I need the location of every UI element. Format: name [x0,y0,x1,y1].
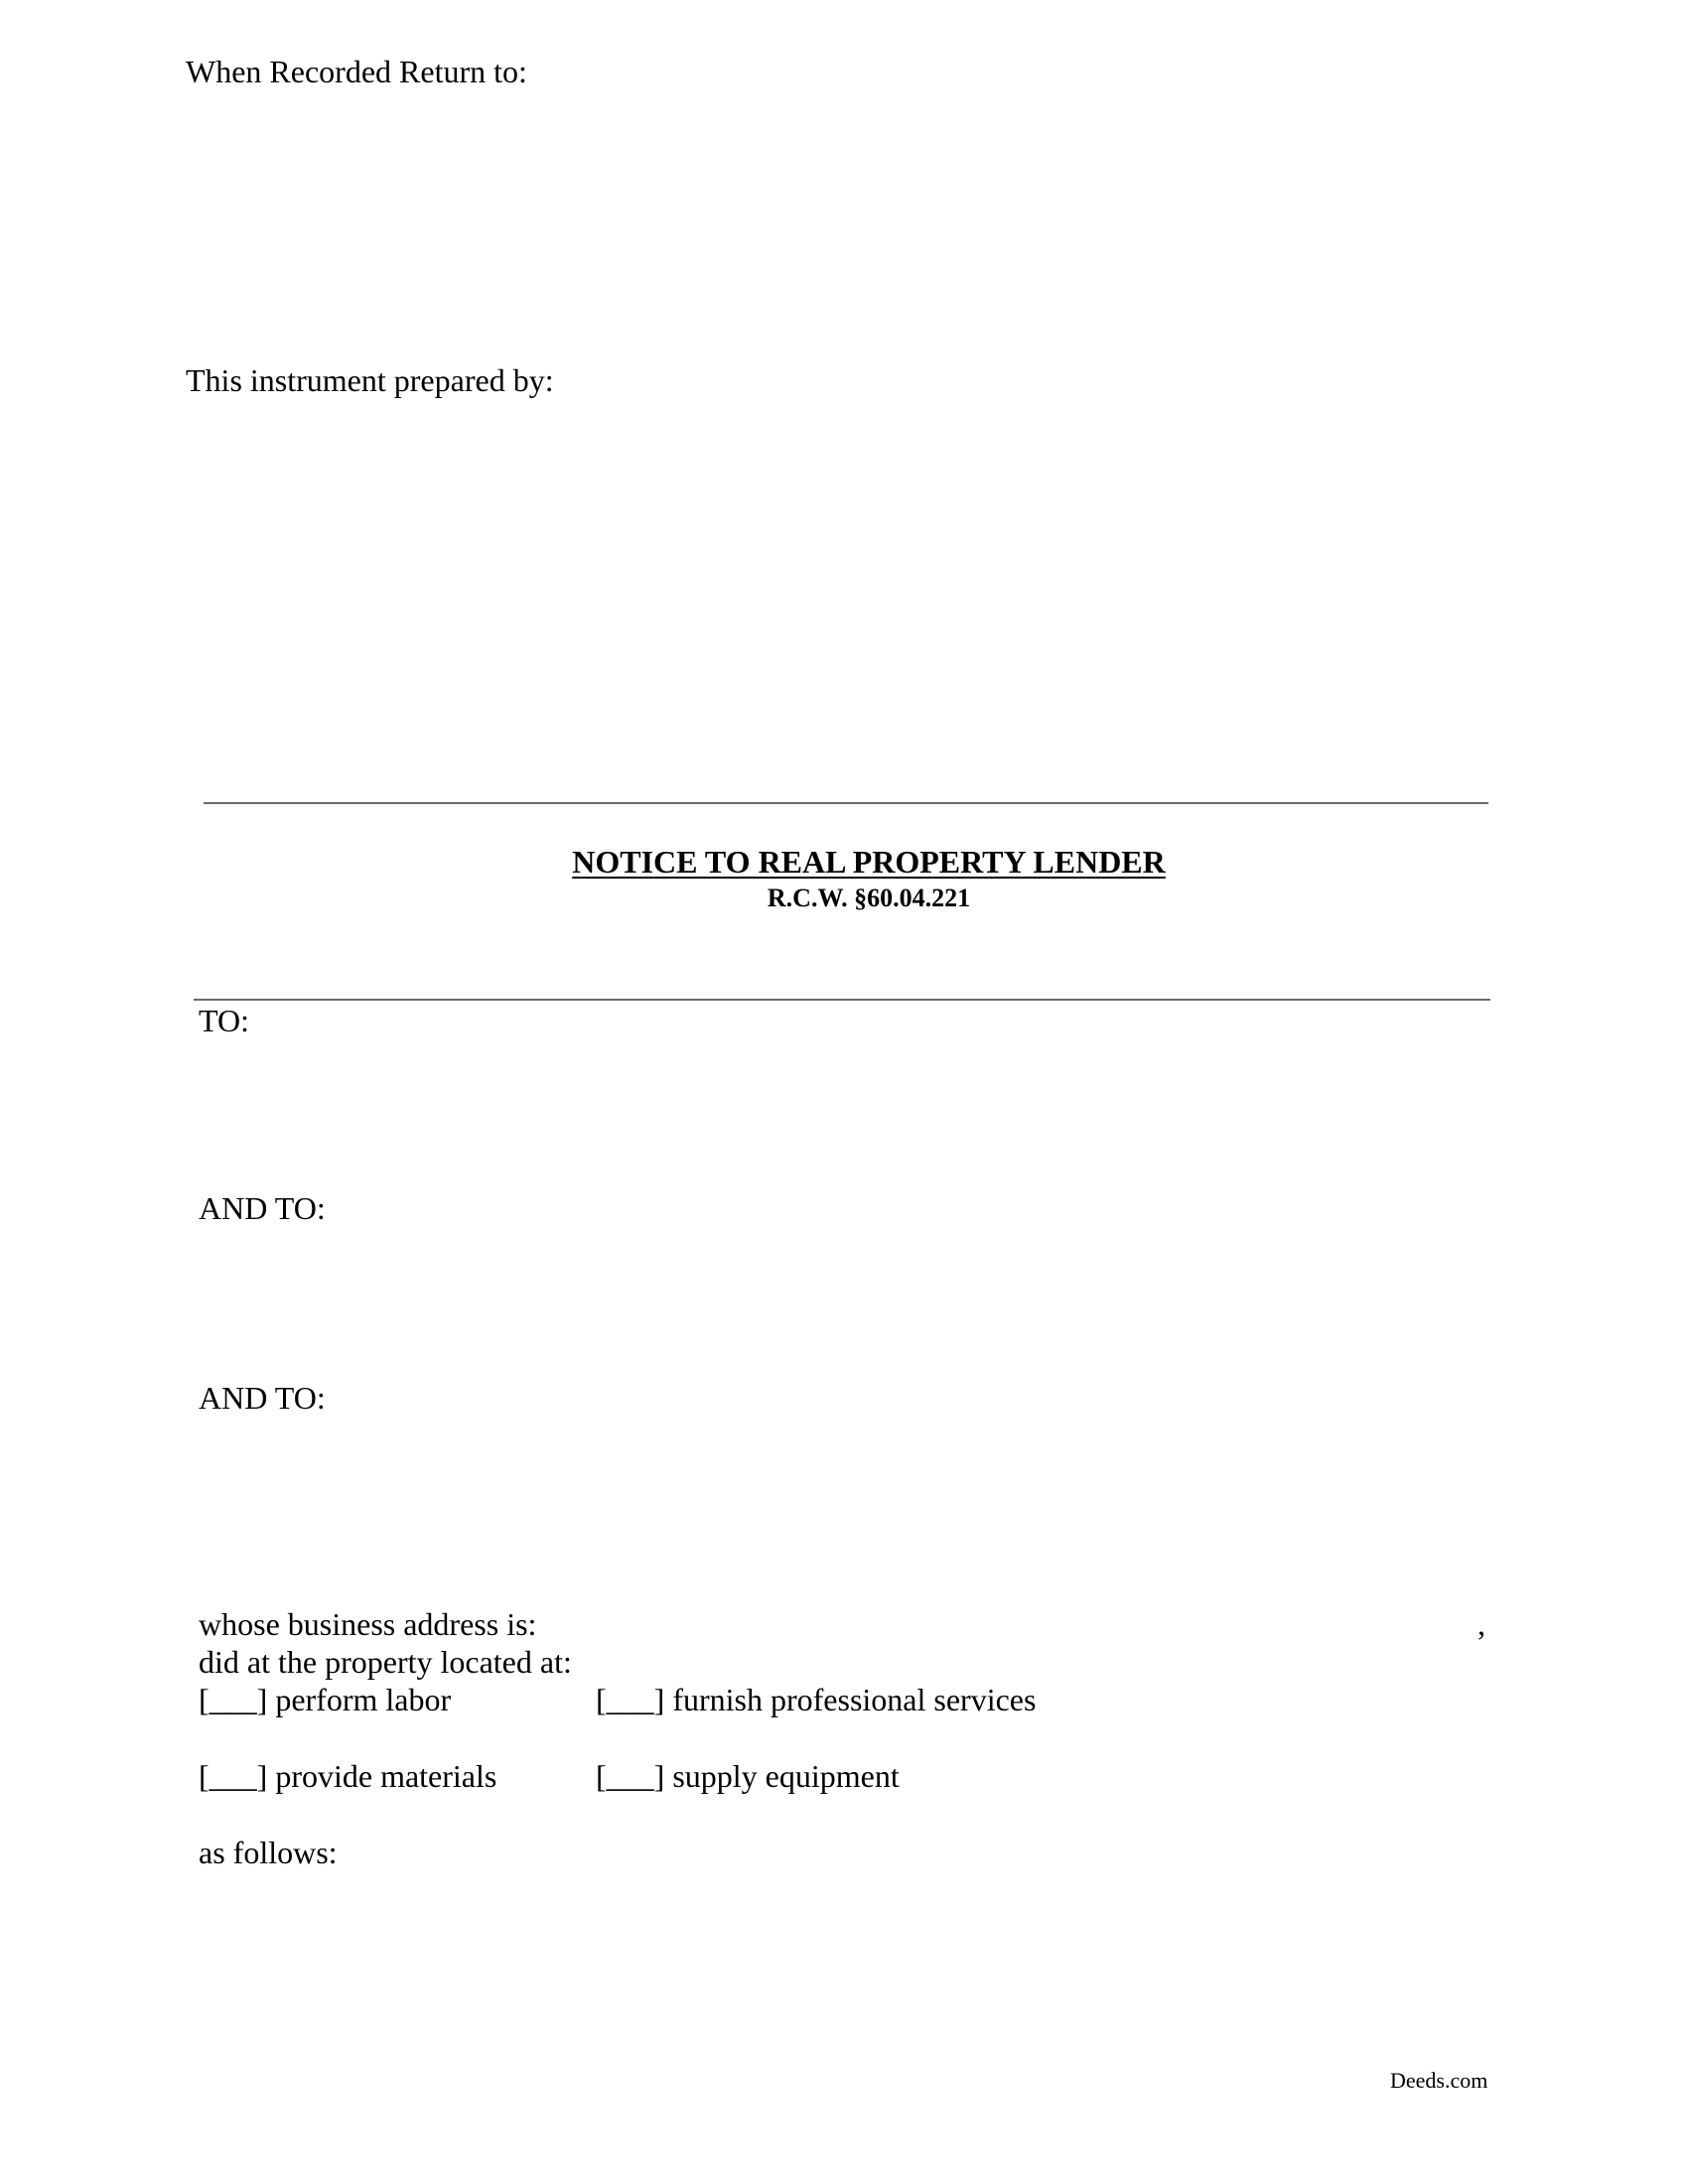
prepared-by-label: This instrument prepared by: [186,362,554,398]
and-to-label-first: AND TO: [199,1190,326,1226]
address-comma: , [1477,1606,1485,1642]
to-label: TO: [199,1003,249,1038]
notice-title: NOTICE TO REAL PROPERTY LENDER [572,844,1166,880]
checkbox-perform-labor[interactable] [199,1684,451,1715]
checkbox-label: supply equipment [672,1758,900,1794]
and-to-label-second: AND TO: [199,1380,326,1416]
business-address-label: whose business address is: [199,1606,537,1642]
checkbox-label: provide materials [275,1758,497,1794]
checkbox-provide-materials[interactable] [199,1760,496,1792]
title-bottom-rule [194,999,1490,1001]
statute-reference: R.C.W. §60.04.221 [767,884,971,912]
return-to-label: When Recorded Return to: [186,54,527,89]
checkbox-blank: [___] [596,1682,673,1717]
checkbox-supply-equipment[interactable] [596,1760,900,1792]
checkbox-blank: [___] [199,1758,276,1794]
checkbox-blank: [___] [596,1758,673,1794]
property-located-label: did at the property located at: [199,1644,572,1680]
as-follows-label: as follows: [199,1835,338,1870]
deeds-brand: Deeds.com [1390,2068,1488,2093]
checkbox-blank: [___] [199,1682,276,1717]
checkbox-label: perform labor [275,1682,452,1717]
title-top-rule [204,802,1488,804]
checkbox-furnish-professional-services[interactable] [596,1684,1036,1715]
checkbox-label: furnish professional services [672,1682,1037,1717]
